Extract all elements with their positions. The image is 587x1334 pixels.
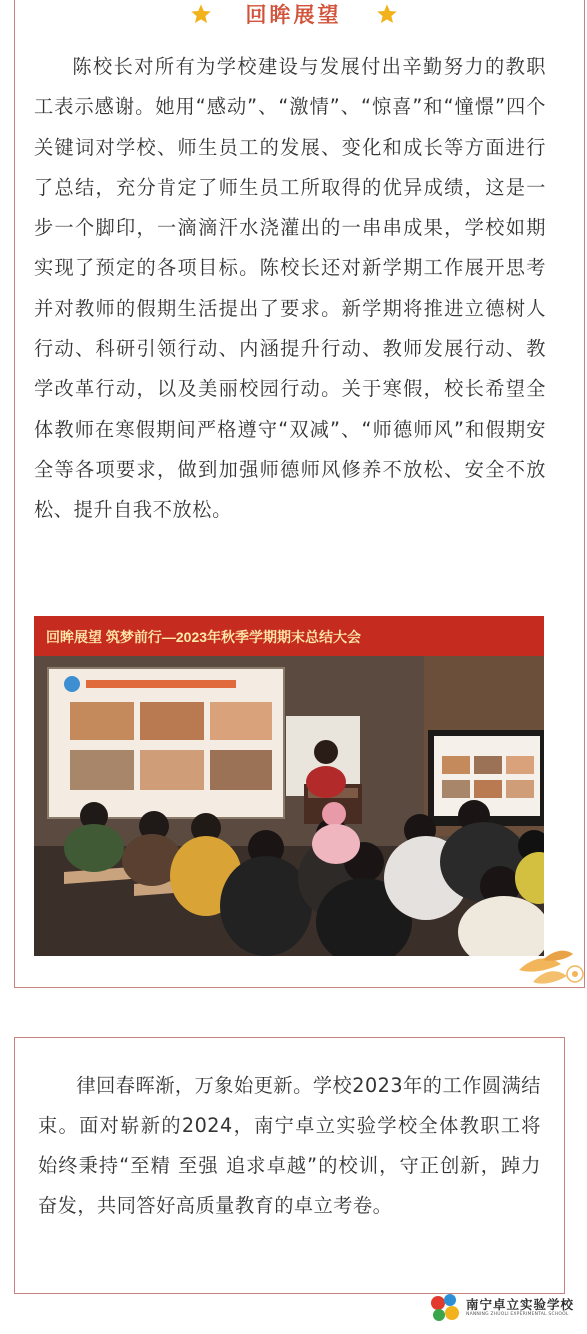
school-name-english: NANNING ZHUOLI EXPERIMENTAL SCHOOL — [466, 1312, 569, 1317]
meeting-scene-image — [34, 616, 544, 956]
article-paragraph: 陈校长对所有为学校建设与发展付出辛勤努力的教职工表示感谢。她用“感动”、“激情”、“惊喜”和“憧憬”四个关键词对学校、师生员工的发展、变化和成长等方面进行了总结，充分肯定了师生员工所取得的优异成绩，这是一步一个脚印，一滴滴汗水浇灌出的一串串成果，学校如期实现了预定的各项目标。陈校长还对新学期工作展开思考并对教师的假期生活提出了要求。新学期将推进立德树人行动、科研引领行动、内涵提升行动、教师发展行动、教学改革行动，以及美丽校园行动。关于寒假，校长希望全体教师在寒假期间严格遵守“双减”、“师德师风”和假期安全等各项要求，做到加强师德师风修养不放松、安全不放松、提升自我不放松。 — [34, 55, 546, 522]
leaf-decoration-icon — [513, 940, 587, 990]
school-logo — [428, 1290, 578, 1326]
section-title: 回眸展望 — [245, 3, 342, 27]
school-name: 南宁卓立实验学校 — [466, 1297, 575, 1312]
school-emblem-icon — [428, 1291, 462, 1325]
star-icon — [190, 3, 212, 25]
closing-paragraph: 律回春晖渐，万象始更新。学校2023年的工作圆满结束。面对崭新的2024，南宁卓立实验学校全体教职工将始终秉持“至精 至强 追求卓越”的校训，守正创新，踔力奋发，共同答好高质量教育的卓立考卷。 — [38, 1074, 541, 1217]
meeting-photo — [34, 616, 544, 956]
section-header — [0, 0, 587, 28]
star-icon — [376, 3, 398, 25]
banner-text: 回眸展望 筑梦前行—2023年秋季学期期末总结大会 — [46, 629, 362, 645]
